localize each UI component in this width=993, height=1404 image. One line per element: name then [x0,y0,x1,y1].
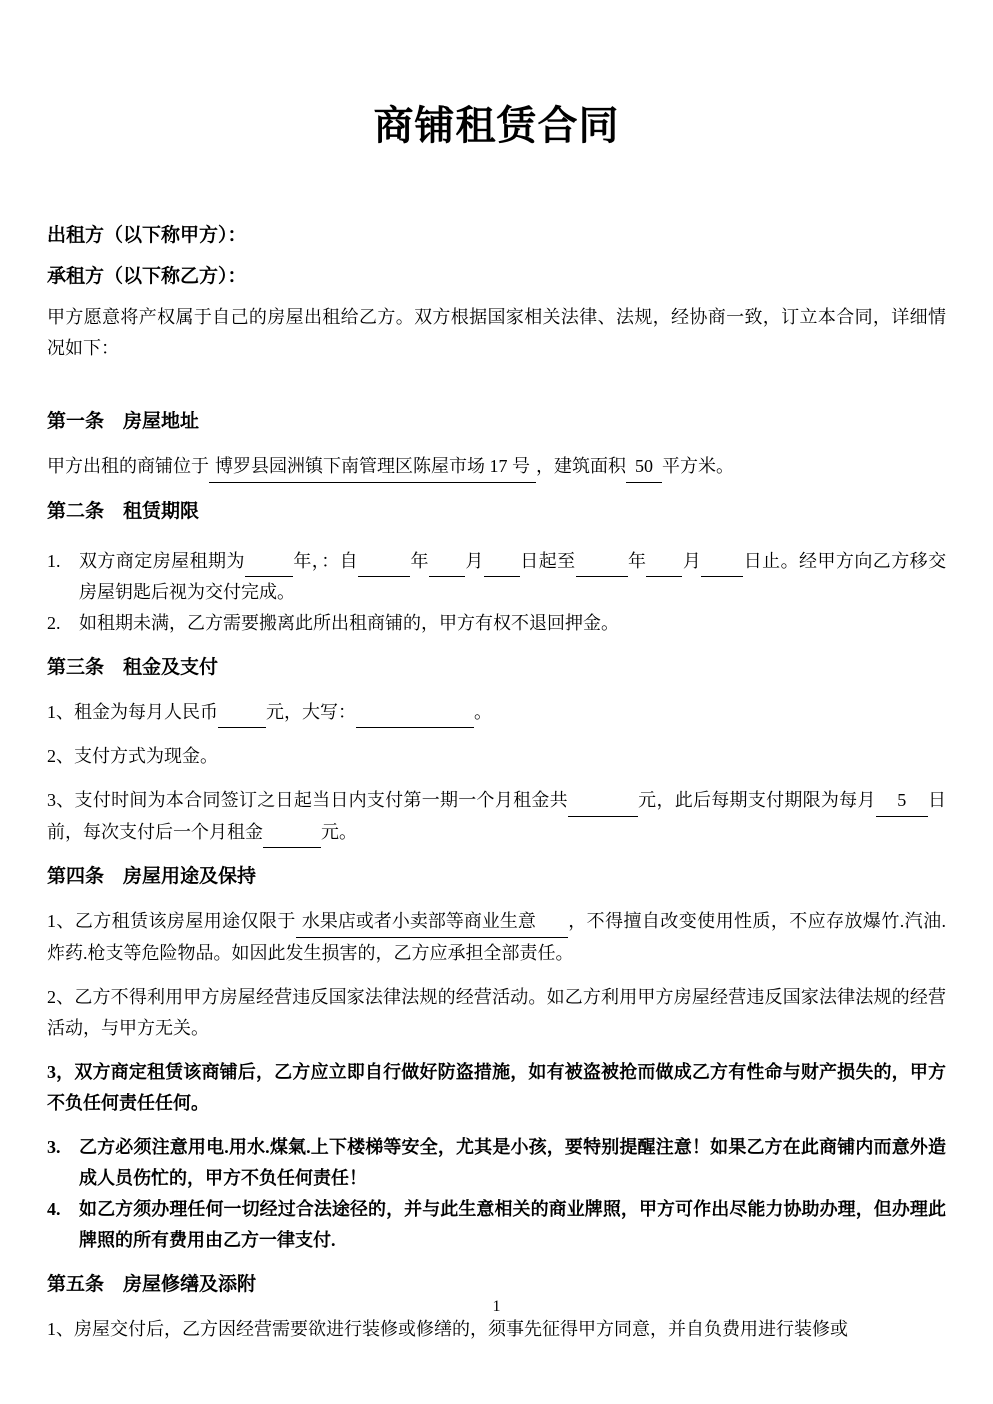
text-run: 1、乙方租赁该房屋用途仅限于 [47,911,296,931]
intro-paragraph: 甲方愿意将产权属于自己的房屋出租给乙方。双方根据国家相关法律、法规，经协商一致，订立本合同，详细情况如下： [47,307,946,358]
text-run: 年，：自 [292,551,359,571]
text-run: ，建筑面积 [536,456,626,476]
address-blank: 博罗县园洲镇下南管理区陈屋市场 17 号 [209,451,536,483]
section5-heading: 第五条 房屋修缮及添附 [47,1274,257,1295]
usage-paragraph [47,906,946,969]
text-run: 年 [627,551,647,571]
text-run: 月 [682,551,702,571]
end-day-blank [701,556,743,577]
term-years-blank [245,556,293,577]
renovation-paragraph: 1、房屋交付后，乙方因经营需要欲进行装修或修缮的，须事先征得甲方同意，并自负费用进行装修或 [47,1319,848,1339]
text-run: 双方商定房屋租期为 [79,551,245,571]
list-item-text: 如租期未满，乙方需要搬离此所出租商铺的，甲方有权不退回押金。 [79,613,619,633]
text-run: 甲方出租的商铺位于 [47,456,209,476]
rent-amount-blank [218,707,266,728]
anti-theft-paragraph: 3，双方商定租赁该商铺后，乙方应立即自行做好防盗措施，如有被盗被抢而做成乙方有性命与财产损失的，甲方不负任何责任任何。 [47,1062,946,1113]
list-item-text: 如乙方须办理任何一切经过合法途径的，并与此生意相关的商业牌照，甲方可作出尽能力协助办理，但办理此牌照的所有费用由乙方一律支付. [79,1199,946,1250]
start-month-blank [429,556,465,577]
text-run: 日前，每次支付后一个月租金 [47,790,947,842]
page-number: 1 [492,1298,501,1315]
lessor-line: 出租方（以下称甲方）： [47,225,247,246]
section3-heading: 第三条 租金及支付 [47,657,219,678]
text-run: 。 [474,702,492,722]
text-run: 元。 [321,822,357,842]
lease-term-item-2 [47,608,946,639]
document-title: 商铺租赁合同 [373,103,620,148]
list-number: 4. [47,1199,61,1219]
text-run: 元，此后每期支付期限为每月 [637,790,876,810]
start-year-blank [358,556,410,577]
rent-amount-words-blank [356,707,474,728]
safety-item-3 [47,1132,946,1194]
pay-day-blank: 5 [876,785,928,817]
list-number: 2. [47,613,61,633]
usage-blank: 水果店或者小卖部等商业生意 [296,906,568,938]
lease-term-text [79,546,946,608]
section2-heading: 第二条 租赁期限 [47,501,200,522]
list-item-text: 乙方必须注意用电.用水.煤氣.上下楼梯等安全，尤其是小孩，要特别提醒注意！如果乙方在此商铺内而意外造成人员伤忙的，甲方不负任何责任！ [79,1137,946,1188]
area-blank: 50 [626,451,662,483]
license-item-4 [47,1194,946,1256]
start-day-blank [484,556,520,577]
text-run: 1、租金为每月人民币 [47,702,218,722]
text-run: 年 [410,551,429,571]
text-run: 3、支付时间为本合同签订之日起当日内支付第一期一个月租金共 [47,790,568,810]
payment-time-paragraph [47,785,946,848]
end-year-blank [576,556,628,577]
list-number: 3. [47,1137,61,1157]
text-run: 平方米。 [662,456,734,476]
text-run: 月 [464,551,484,571]
payment-method-paragraph: 2、支付方式为现金。 [47,746,218,766]
section1-address-paragraph [47,451,946,483]
text-run: 元，大写： [266,702,356,722]
text-run: ，不得擅自改变使用性质，不应存放爆竹.汽油.炸药.枪支等危险物品。如因此发生损害的，乙方应承担全部责任。 [47,911,947,963]
section4-heading: 第四条 房屋用途及保持 [47,866,257,887]
text-run: 日起至 [519,551,576,571]
illegal-business-paragraph: 2、乙方不得利用甲方房屋经营违反国家法律法规的经营活动。如乙方利用甲方房屋经营违反国家法律法规的经营活动，与甲方无关。 [47,987,946,1038]
list-number: 1. [47,551,61,571]
lessee-line: 承租方（以下称乙方）： [47,266,247,287]
text-run: 日止。经甲方向乙方移交房屋钥匙后视为交付完成。 [79,551,947,602]
rent-amount-paragraph [47,697,946,728]
lease-term-item-1 [47,546,946,608]
end-month-blank [646,556,682,577]
section1-heading: 第一条 房屋地址 [47,411,200,432]
monthly-rent-blank [263,827,321,848]
first-rent-total-blank [568,796,638,817]
